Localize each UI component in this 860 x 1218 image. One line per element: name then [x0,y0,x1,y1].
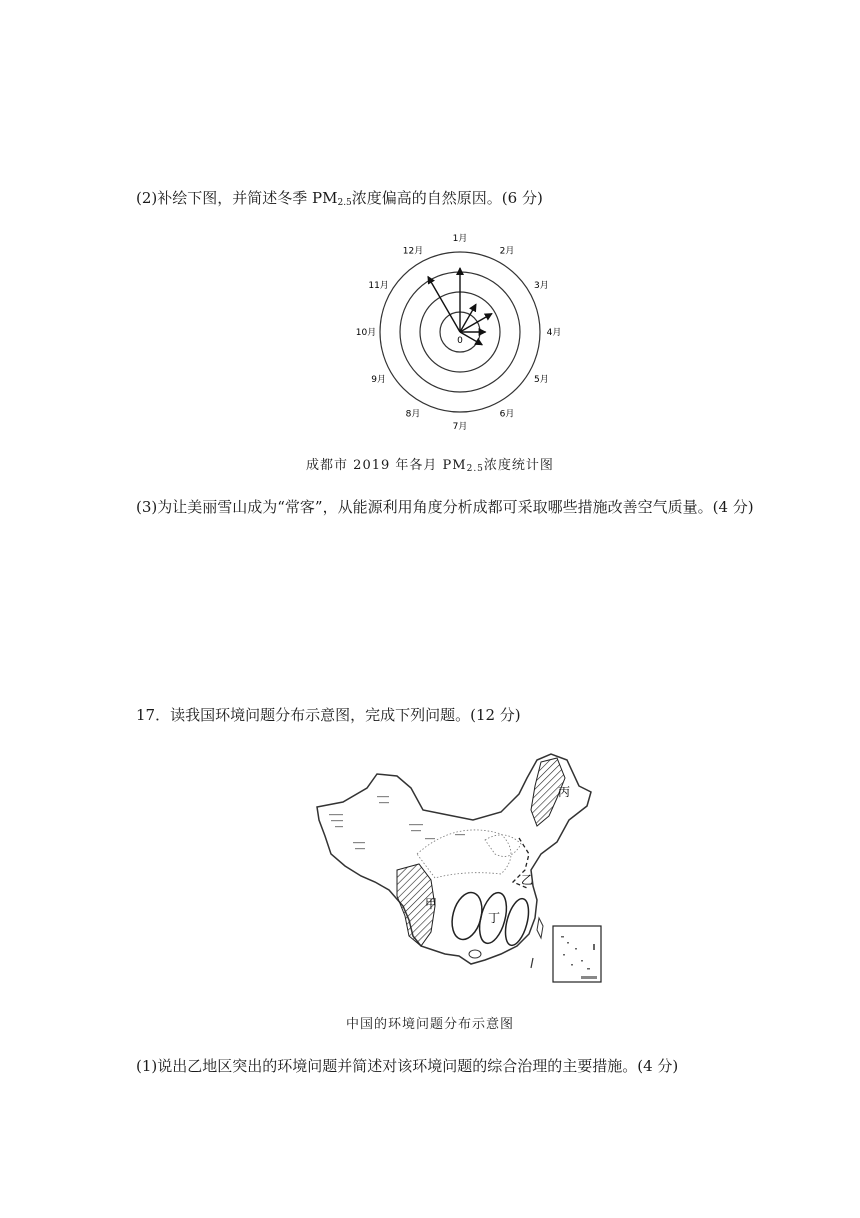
label-bing: 丙 [557,785,571,799]
question-17-1: (1)说出乙地区突出的环境问题并简述对该环境问题的综合治理的主要措施。(4 分) [136,1057,679,1075]
month-label-12: 12月 [402,246,424,257]
question-16-2-prefix: (2)补绘下图，并简述冬季 PM [136,189,338,207]
month-label-6: 6月 [499,409,515,420]
map-caption: 中国的环境问题分布示意图 [345,1017,514,1032]
taiwan-island [537,918,543,938]
chart-caption-suffix: 浓度统计图 [483,458,554,473]
month-label-7: 7月 [452,422,468,432]
question-17: 17．读我国环境问题分布示意图，完成下列问题。(12 分) [136,706,521,724]
month-label-11: 11月 [368,281,389,291]
desert-dots [329,796,465,849]
question-16-3: (3)为让美丽雪山成为“常客”，从能源利用角度分析成都可采取哪些措施改善空气质量。(4 分) [136,498,754,516]
month-label-8: 8月 [405,409,421,420]
label-yi: 乙 [520,873,534,887]
chart-caption-prefix: 成都市 2019 年各月 PM [306,458,467,473]
value-arrow-12 [428,277,460,332]
pm25-radar-chart [340,224,580,436]
month-label-2: 2月 [499,246,515,257]
month-label-10: 10月 [355,328,377,338]
month-label-9: 9月 [371,375,386,385]
question-16-2 [136,188,543,213]
chart-caption [0,454,860,474]
month-label-3: 3月 [534,281,549,291]
question-16-2-subscript: 2.5 [337,198,352,208]
month-label-1: 1月 [452,234,468,244]
label-ding: 丁 [487,911,501,925]
south-china-sea-inset [553,926,601,982]
month-label-5: 5月 [534,375,549,385]
label-jia: 甲 [424,897,438,911]
hainan-island [469,950,481,958]
center-zero-label: 0 [457,336,463,346]
chart-caption-subscript: 2.5 [466,464,484,474]
china-environment-map [305,750,605,985]
question-16-2-suffix: 浓度偏高的自然原因。(6 分) [351,189,543,207]
month-label-4: 4月 [546,328,562,338]
